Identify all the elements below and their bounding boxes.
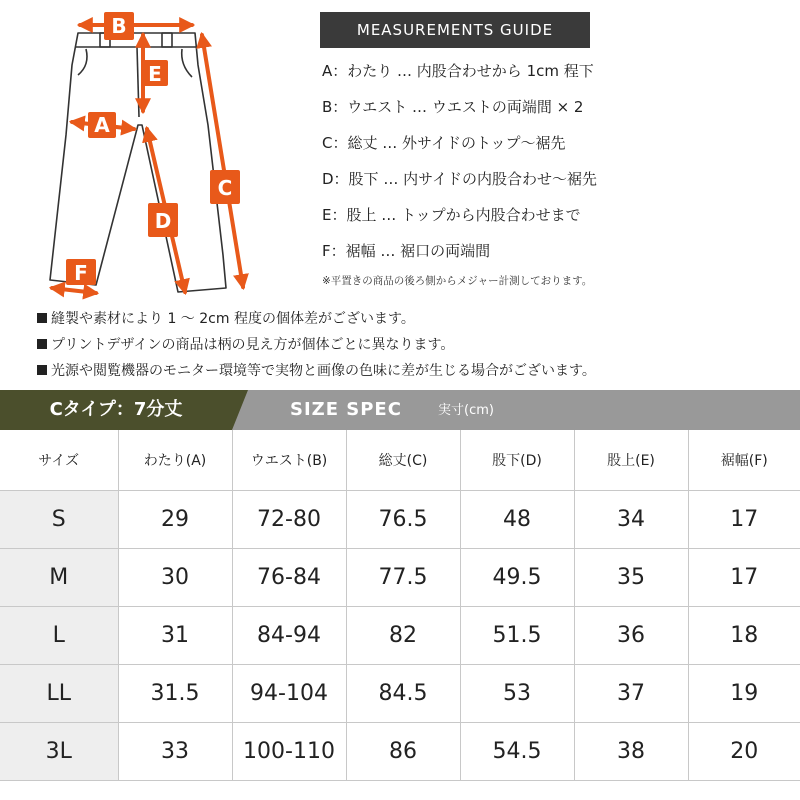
label-a: A [94,113,110,137]
size-spec-band [0,390,800,430]
guide-item-e: E：股上 … トップから内股合わせまで [322,206,581,224]
table-cell: 29 [118,491,232,549]
label-e: E [148,62,162,86]
table-row [0,665,800,723]
measurements-guide-title: MEASUREMENTS GUIDE [320,12,590,48]
measurements-guide-list [322,58,792,274]
table-cell: 49.5 [460,549,574,607]
table-cell: 35 [574,549,688,607]
table-row [0,549,800,607]
guide-item-c: C：総丈 … 外サイドのトップ～裾先 [322,134,566,152]
size-cell: 3L [0,723,118,781]
note-item: 光源や閲覧機器のモニター環境等で実物と画像の色味に差が生じる場合がございます。 [37,358,777,384]
table-row [0,491,800,549]
pants-measurement-diagram [30,5,290,300]
header-inseam: 股下(D) [460,430,574,491]
label-d: D [154,209,172,233]
guide-item-f: F：裾幅 … 裾口の両端間 [322,242,491,260]
table-header-row [0,430,800,491]
guide-item-a: A：わたり … 内股合わせから 1cm 程下 [322,62,594,80]
table-cell: 72-80 [232,491,346,549]
size-spec-table [0,430,800,781]
table-cell: 17 [688,491,800,549]
header-size: サイズ [0,430,118,491]
table-cell: 37 [574,665,688,723]
pants-outline [50,33,226,292]
size-cell: LL [0,665,118,723]
note-item: プリントデザインの商品は柄の見え方が個体ごとに異なります。 [37,332,777,358]
table-cell: 48 [460,491,574,549]
guide-item-b: B：ウエスト … ウエストの両端間 × 2 [322,98,584,116]
measurement-note: ※平置きの商品の後ろ側からメジャー計測しております。 [322,275,593,287]
table-cell: 84.5 [346,665,460,723]
table-cell: 30 [118,549,232,607]
table-cell: 18 [688,607,800,665]
table-cell: 31.5 [118,665,232,723]
table-cell: 33 [118,723,232,781]
size-cell: L [0,607,118,665]
unit-label: 実寸(cm) [438,403,494,418]
table-cell: 38 [574,723,688,781]
table-cell: 19 [688,665,800,723]
table-cell: 17 [688,549,800,607]
product-notes [37,306,777,384]
table-cell: 77.5 [346,549,460,607]
table-cell: 94-104 [232,665,346,723]
table-cell: 84-94 [232,607,346,665]
table-cell: 34 [574,491,688,549]
guide-item-d: D：股下 … 内サイドの内股合わせ～裾先 [322,170,598,188]
table-row [0,607,800,665]
table-cell: 76-84 [232,549,346,607]
table-cell: 86 [346,723,460,781]
table-cell: 53 [460,665,574,723]
type-label: Cタイプ：7分丈 [0,390,232,430]
table-row [0,723,800,781]
table-cell: 36 [574,607,688,665]
label-b: B [111,14,127,38]
label-c: C [217,176,233,200]
table-cell: 82 [346,607,460,665]
label-f: F [74,261,88,285]
header-rise: 股上(E) [574,430,688,491]
header-length: 総丈(C) [346,430,460,491]
table-cell: 31 [118,607,232,665]
header-hem: 裾幅(F) [688,430,800,491]
header-waist: ウエスト(B) [232,430,346,491]
table-cell: 20 [688,723,800,781]
table-cell: 51.5 [460,607,574,665]
table-cell: 100-110 [232,723,346,781]
note-item: 縫製や素材により 1 ～ 2cm 程度の個体差がございます。 [37,306,777,332]
size-cell: S [0,491,118,549]
header-thigh: わたり(A) [118,430,232,491]
table-cell: 54.5 [460,723,574,781]
size-spec-label: SIZE SPEC [290,399,402,420]
table-cell: 76.5 [346,491,460,549]
size-cell: M [0,549,118,607]
